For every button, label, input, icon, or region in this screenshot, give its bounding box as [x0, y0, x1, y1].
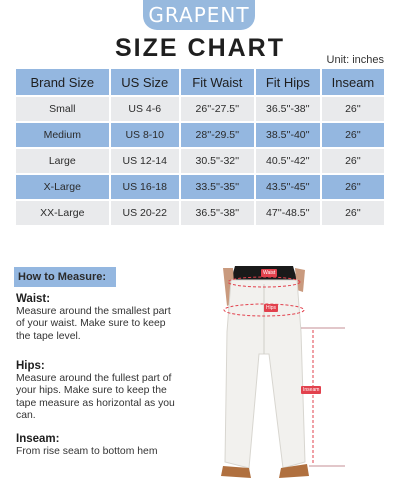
table-cell: Large	[16, 149, 109, 173]
table-cell: 26''	[322, 175, 384, 199]
inseam-tag: Inseam	[303, 387, 320, 393]
table-cell: Medium	[16, 123, 109, 147]
inseam-description: From rise seam to bottom hem	[16, 446, 158, 457]
waist-description: Measure around the smallest part of your waist. Make sure to keep the tape level.	[16, 306, 171, 342]
table-cell: Small	[16, 97, 109, 121]
table-cell: 40.5''-42''	[256, 149, 320, 173]
unit-note: Unit: inches	[326, 54, 384, 66]
waist-heading: Waist:	[16, 293, 51, 305]
table-cell: 36.5''-38''	[256, 97, 320, 121]
table-cell: US 4-6	[111, 97, 179, 121]
header-fit-waist: Fit Waist	[181, 69, 254, 95]
size-chart-table	[14, 67, 386, 227]
table-cell: 28''-29.5''	[181, 123, 254, 147]
table-cell: 26''	[322, 201, 384, 225]
table-cell: US 16-18	[111, 175, 179, 199]
table-row	[16, 123, 384, 147]
table-cell: US 12-14	[111, 149, 179, 173]
table-cell: 26''	[322, 97, 384, 121]
brand-logo	[143, 0, 255, 30]
table-cell: US 8-10	[111, 123, 179, 147]
table-cell: 43.5''-45''	[256, 175, 320, 199]
jeans-model-illustration	[205, 262, 395, 496]
table-cell: 26''	[322, 123, 384, 147]
how-to-measure-heading: How to Measure:	[14, 267, 116, 287]
hips-description: Measure around the fullest part of your hips. Make sure to keep the tape measure as horizontal as you can.	[16, 373, 175, 421]
header-inseam: Inseam	[322, 69, 384, 95]
table-cell: 26''-27.5''	[181, 97, 254, 121]
table-cell: 47''-48.5''	[256, 201, 320, 225]
waist-tag: Waist	[263, 270, 276, 276]
table-cell: 38.5''-40''	[256, 123, 320, 147]
table-cell: XX-Large	[16, 201, 109, 225]
header-fit-hips: Fit Hips	[256, 69, 320, 95]
table-cell: X-Large	[16, 175, 109, 199]
table-cell: 36.5''-38''	[181, 201, 254, 225]
brand-name: GRAPENT	[148, 3, 250, 27]
header-brand-size: Brand Size	[16, 69, 109, 95]
table-cell: 33.5''-35''	[181, 175, 254, 199]
model-figure	[205, 262, 395, 496]
table-row	[16, 97, 384, 121]
table-cell: US 20-22	[111, 201, 179, 225]
page-title: SIZE CHART	[115, 34, 285, 62]
table-cell: 26''	[322, 149, 384, 173]
table-row	[16, 175, 384, 199]
inseam-heading: Inseam:	[16, 433, 60, 445]
hips-heading: Hips:	[16, 360, 45, 372]
table-row	[16, 201, 384, 225]
hips-tag: Hips	[266, 305, 277, 311]
table-header-row	[16, 69, 384, 95]
table-row	[16, 149, 384, 173]
header-us-size: US Size	[111, 69, 179, 95]
table-cell: 30.5''-32''	[181, 149, 254, 173]
